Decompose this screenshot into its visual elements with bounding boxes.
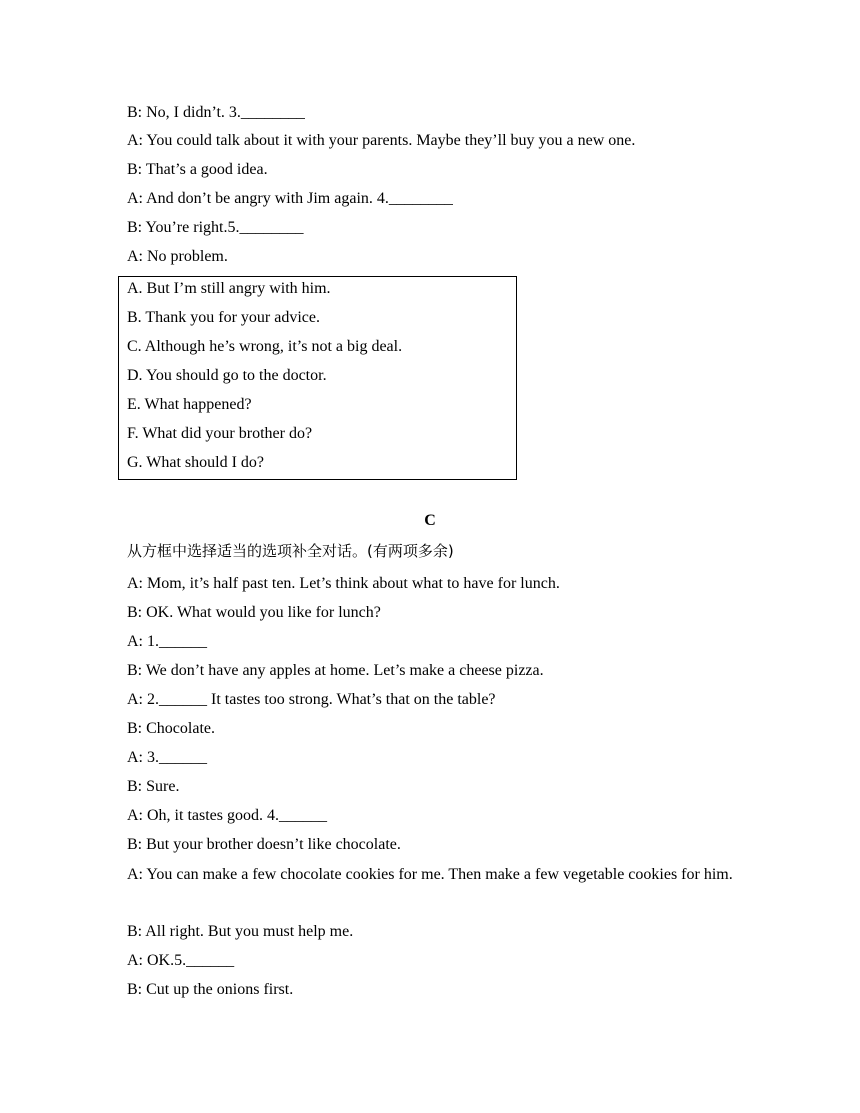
dialogue-line: A: No problem. <box>127 248 228 265</box>
dialogue-line: B: But your brother doesn’t like chocolate. <box>127 836 401 853</box>
option-f: F. What did your brother do? <box>127 425 313 442</box>
option-e: E. What happened? <box>127 396 252 413</box>
option-c: C. Although he’s wrong, it’s not a big deal. <box>127 338 403 355</box>
options-box <box>118 276 517 480</box>
dialogue-line: B: We don’t have any apples at home. Let’s make a cheese pizza. <box>127 662 544 679</box>
section-instruction: 从方框中选择适当的选项补全对话。(有两项多余) <box>127 542 454 560</box>
dialogue-line: B: All right. But you must help me. <box>127 923 354 940</box>
dialogue-line: B: No, I didn’t. 3.________ <box>127 104 305 121</box>
dialogue-line: B: OK. What would you like for lunch? <box>127 604 381 621</box>
dialogue-line: A: 1.______ <box>127 633 207 650</box>
dialogue-line: B: Cut up the onions first. <box>127 981 294 998</box>
option-a: A. But I’m still angry with him. <box>127 280 331 297</box>
dialogue-line: A: And don’t be angry with Jim again. 4.________ <box>127 190 453 207</box>
dialogue-line: A: 2.______ It tastes too strong. What’s that on the table? <box>127 691 496 708</box>
dialogue-line: B: That’s a good idea. <box>127 161 268 178</box>
dialogue-line: A: 3.______ <box>127 749 207 766</box>
dialogue-line: A: You could talk about it with your parents. Maybe they’ll buy you a new one. <box>127 132 636 149</box>
dialogue-line: B: Chocolate. <box>127 720 215 737</box>
dialogue-line: B: Sure. <box>127 778 180 795</box>
dialogue-line: A: Mom, it’s half past ten. Let’s think about what to have for lunch. <box>127 575 560 592</box>
option-b: B. Thank you for your advice. <box>127 309 320 326</box>
dialogue-line: B: You’re right.5.________ <box>127 219 304 236</box>
option-g: G. What should I do? <box>127 454 265 471</box>
section-heading: C <box>424 512 436 529</box>
option-d: D. You should go to the doctor. <box>127 367 327 384</box>
dialogue-line: A: OK.5.______ <box>127 952 235 969</box>
dialogue-line: A: You can make a few chocolate cookies for me. Then make a few vegetable cookies for him. <box>127 866 733 883</box>
dialogue-line: A: Oh, it tastes good. 4.______ <box>127 807 327 824</box>
